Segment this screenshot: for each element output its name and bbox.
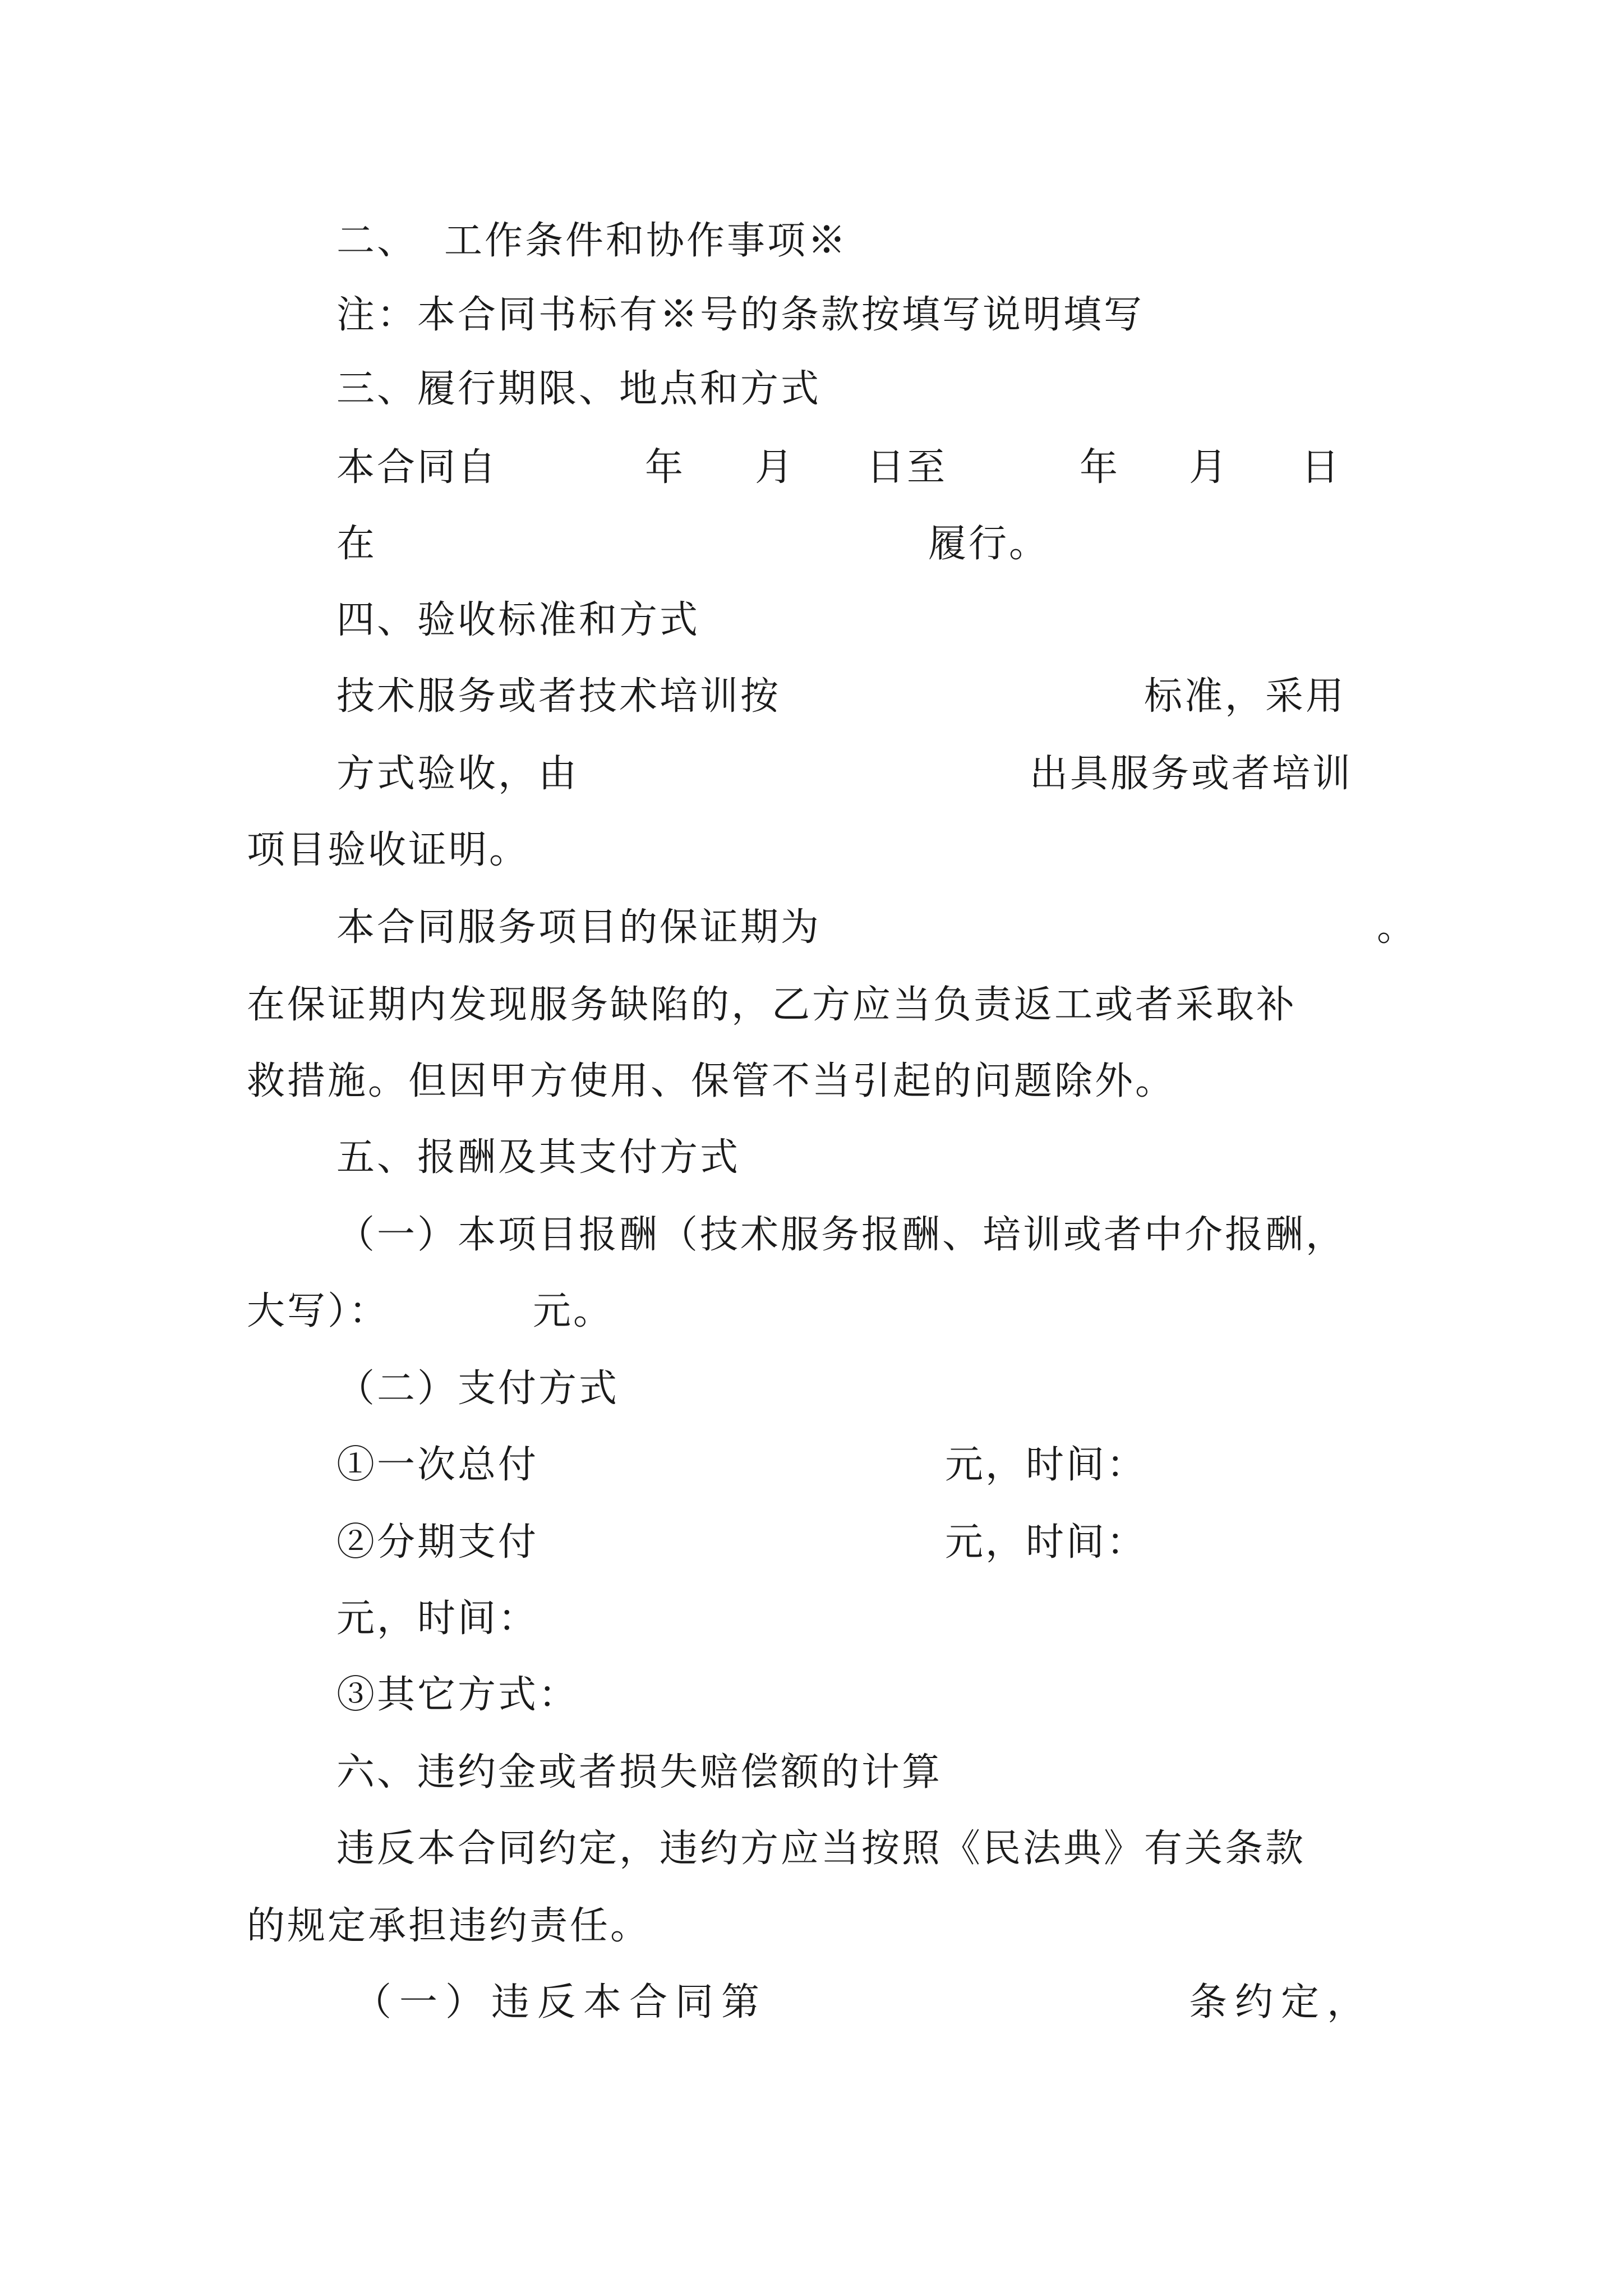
breach-clause-suffix: 条约定， [1189, 1980, 1373, 2024]
section4-heading: 四、验收标准和方式 [336, 598, 700, 642]
acceptance-standard-prefix: 技术服务或者技术培训按 [336, 674, 781, 719]
section2-heading-number: 二、 [336, 219, 418, 263]
acceptance-standard-suffix: 标准，采用 [1144, 674, 1347, 719]
section3-heading: 三、履行期限、地点和方式 [336, 367, 822, 411]
warranty-text-line2: 在保证期内发现服务缺陷的，乙方应当负责返工或者采取补 [247, 983, 1297, 1027]
warranty-period-end: 。 [1377, 905, 1418, 950]
day-to-label: 日至 [866, 445, 948, 490]
section6-heading: 六、违约金或者损失赔偿额的计算 [336, 1750, 943, 1795]
payment-method-heading: （二）支付方式 [336, 1366, 620, 1411]
day-label-2: 日 [1301, 445, 1342, 490]
section5-heading: 五、报酬及其支付方式 [336, 1135, 741, 1180]
note-text: 注：本合同书标有※号的条款按填写说明填写 [336, 293, 1145, 337]
section2-heading: 工作条件和协作事项※ [444, 219, 849, 263]
payment-option-other: ③其它方式： [336, 1673, 579, 1717]
month-label-2: 月 [1189, 445, 1230, 490]
month-label-1: 月 [755, 445, 796, 490]
payment-option-installment-time: 元，时间： [945, 1520, 1147, 1565]
payment-option-lump-sum: ①一次总付 [336, 1443, 539, 1487]
fee-text-line1: （一）本项目报酬（技术服务报酬、培训或者中介报酬， [336, 1213, 1347, 1257]
payment-option-lump-sum-time: 元，时间： [945, 1443, 1147, 1487]
place-prefix: 在 [336, 522, 377, 566]
fee-amount-prefix: 大写）： [247, 1289, 390, 1333]
period-start-label: 本合同自 [336, 445, 499, 490]
payment-option-installment: ②分期支付 [336, 1520, 539, 1565]
acceptance-certificate-text: 项目验收证明。 [247, 828, 530, 872]
liability-text-line2: 的规定承担违约责任。 [247, 1904, 651, 1948]
liability-text-line1: 违反本合同约定，违约方应当按照《民法典》有关条款 [336, 1826, 1306, 1871]
place-suffix: 履行。 [928, 522, 1050, 566]
warranty-period-prefix: 本合同服务项目的保证期为 [336, 905, 822, 950]
year-label-1: 年 [645, 445, 686, 490]
acceptance-method-suffix: 出具服务或者培训 [1030, 752, 1353, 796]
breach-clause-prefix: （一）违反本合同第 [353, 1980, 768, 2024]
year-label-2: 年 [1080, 445, 1121, 490]
payment-option-installment-cont: 元，时间： [336, 1596, 539, 1641]
fee-amount-suffix: 元。 [533, 1289, 614, 1333]
warranty-text-line3: 救措施。但因甲方使用、保管不当引起的问题除外。 [247, 1059, 1176, 1103]
acceptance-method-prefix: 方式验收，由 [336, 752, 579, 796]
